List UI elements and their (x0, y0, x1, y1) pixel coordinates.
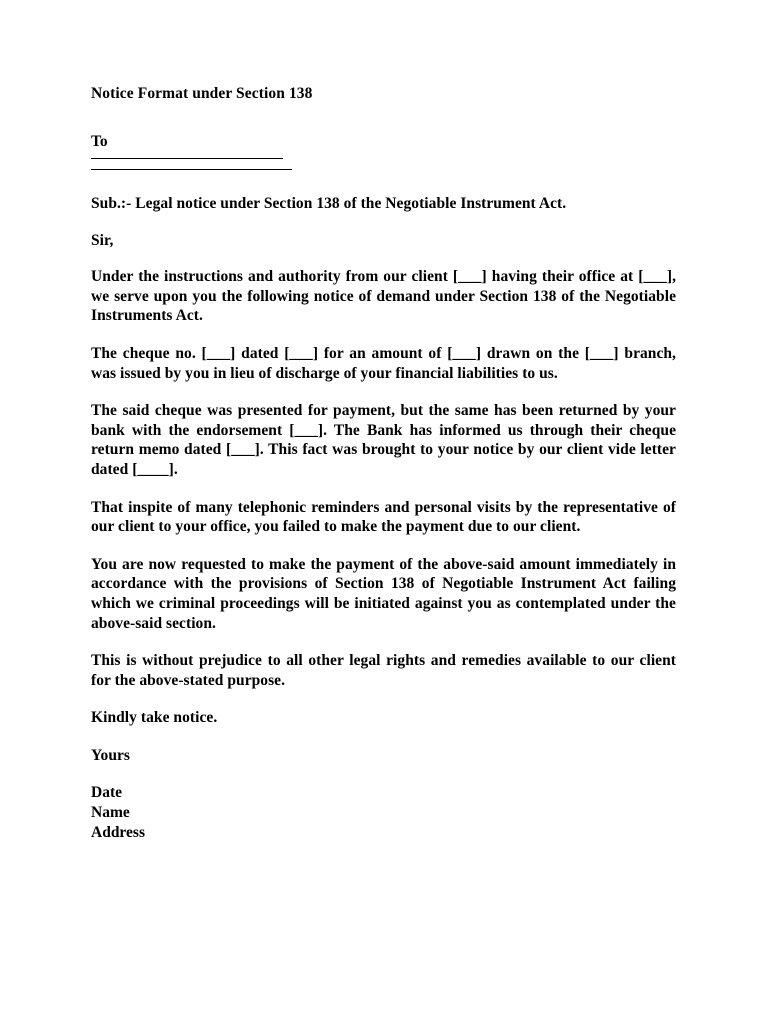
paragraph-cheque-details: The cheque no. [___] dated [___] for an amount of [___] drawn on the [___] branch, was issued by you in lieu of discharge of your financial liabilities to us. (91, 344, 676, 382)
paragraph-without-prejudice: This is without prejudice to all other legal rights and remedies available to our client for the above-stated purpose. (91, 652, 676, 689)
salutation: Sir, (91, 231, 114, 249)
subject-line: Sub.:- Legal notice under Section 138 of the Negotiable Instrument Act. (91, 195, 567, 212)
addressee-block (91, 132, 676, 170)
page-title: Notice Format under Section 138 (91, 85, 313, 102)
addressee-blank-line-2 (91, 169, 292, 170)
name-label: Name (91, 804, 130, 822)
signature-block (91, 783, 676, 842)
paragraph-cheque-returned: The said cheque was presented for payment, but the same has been returned by your bank with the endorsement [___]. The Bank has informed us through their cheque return memo dated [___]. This fact was brought to your notice by our client vide letter dated [____]. (91, 402, 676, 478)
yours-line: Yours (91, 746, 131, 764)
paragraph-instructions-authority: Under the instructions and authority from our client [___] having their office at [___], we serve upon you the following notice of demand under Section 138 of the Negotiable Instruments Act. (91, 268, 676, 325)
paragraph-payment-demand: You are now requested to make the payment of the above-said amount immediately in accordance with the provisions of Section 138 of Negotiable Instrument Act failing which we criminal proceedings will be initiated against you as contemplated under the above-said section. (91, 555, 676, 632)
address-label: Address (91, 824, 145, 842)
paragraph-reminders: That inspite of many telephonic reminders and personal visits by the representative of our client to your office, you failed to make the payment due to our client. (91, 498, 676, 536)
addressee-blank-line-1 (91, 158, 283, 159)
addressee-to-label: To (91, 133, 108, 150)
date-label: Date (91, 784, 122, 802)
document-body (91, 84, 676, 843)
take-notice-line: Kindly take notice. (91, 709, 218, 727)
